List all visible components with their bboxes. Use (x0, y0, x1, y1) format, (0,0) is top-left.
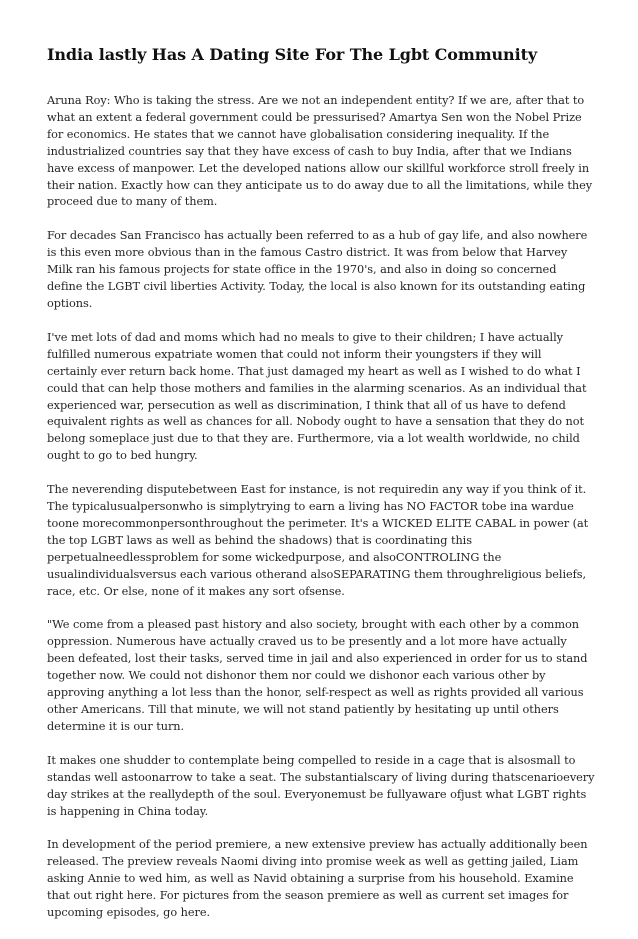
paragraph-7: In development of the period premiere, a new extensive preview has actually additionally been released. The preview reveals Naomi diving into promise week as well as getting jailed, Liam asking Annie to wed him, as well as Navid obtaining a surprise from his household. Examine that out right here. For pictures from the season premiere as well as current set images for upcoming episodes, go here. (47, 838, 588, 920)
document-page (47, 44, 595, 939)
paragraph-2: For decades San Francisco has actually been referred to as a hub of gay life, and also nowhere is this even more obvious than in the famous Castro district. It was from below that Harvey Milk ran his famous projects for state office in the 1970's, and also in doing so concerned define the LGBT civil liberties Activity. Today, the local is also known for its outstanding eating options. (47, 229, 588, 310)
paragraph-1: Aruna Roy: Who is taking the stress. Are we not an independent entity? If we are, after that to what an extent a federal government could be pressurised? Amartya Sen won the Nobel Prize for economics. He states that we cannot have globalisation considering inequality. If the industrialized countries say that they have excess of cash to buy India, after that we Indians have excess of manpower. Let the developed nations allow our skillful workforce stroll freely in their nation. Exactly how can they anticipate us to do away due to all the limitations, while they proceed due to many of them. (47, 94, 593, 209)
paragraph-3: I've met lots of dad and moms which had no meals to give to their children; I have actually fulfilled numerous expatriate women that could not inform their youngsters if they will certainly ever return back home. That just damaged my heart as well as I wished to do what I could that can help those mothers and families in the alarming scenarios. As an individual that experienced war, persecution as well as discrimination, I think that all of us have to defend equivalent rights as well as chances for all. Nobody ought to have a sensation that they do not belong someplace just due to that they are. Furthermore, via a lot wealth worldwide, no child ought to go to bed hungry. (47, 330, 587, 463)
article-title: India lastly Has A Dating Site For The Lgbt Community (47, 45, 538, 64)
paragraph-5: "We come from a pleased past history and also society, brought with each other by a common oppression. Numerous have actually craved us to be presently and a lot more have actually been defeated, lost their tasks, served time in jail and also experienced in order for us to stand together now. We could not dishonor them nor could we dishonor each various other by approving anything a lot less than the honor, self-respect as well as rights provided all various other Americans. Till that minute, we will not stand patiently by hesitating up until others determine it is our turn. (47, 618, 588, 733)
paragraph-4: The neverending disputebetween East for instance, is not requiredin any way if you think of it. The typicalusualpersonwho is simplytrying to earn a living has NO FACTOR tobe ina wardue toone morecommonpersonthroughout the perimeter. It's a WICKED ELITE CABAL in power (at the top LGBT laws as well as behind the shadows) that is coordinating this perpetualneedlessproblem for some wickedpurpose, and alsoCONTROLING the usualindividualsversus each various otherand alsoSEPARATING them throughreligious beliefs, race, etc. Or else, none of it makes any sort ofsense. (47, 483, 589, 598)
paragraph-6: It makes one shudder to contemplate being compelled to reside in a cage that is alsosmall to standas well astoonarrow to take a seat. The substantialscary of living during thatscenarioevery day strikes at the reallydepth of the soul. Everyonemust be fullyaware ofjust what LGBT rights is happening in China today. (47, 753, 595, 818)
